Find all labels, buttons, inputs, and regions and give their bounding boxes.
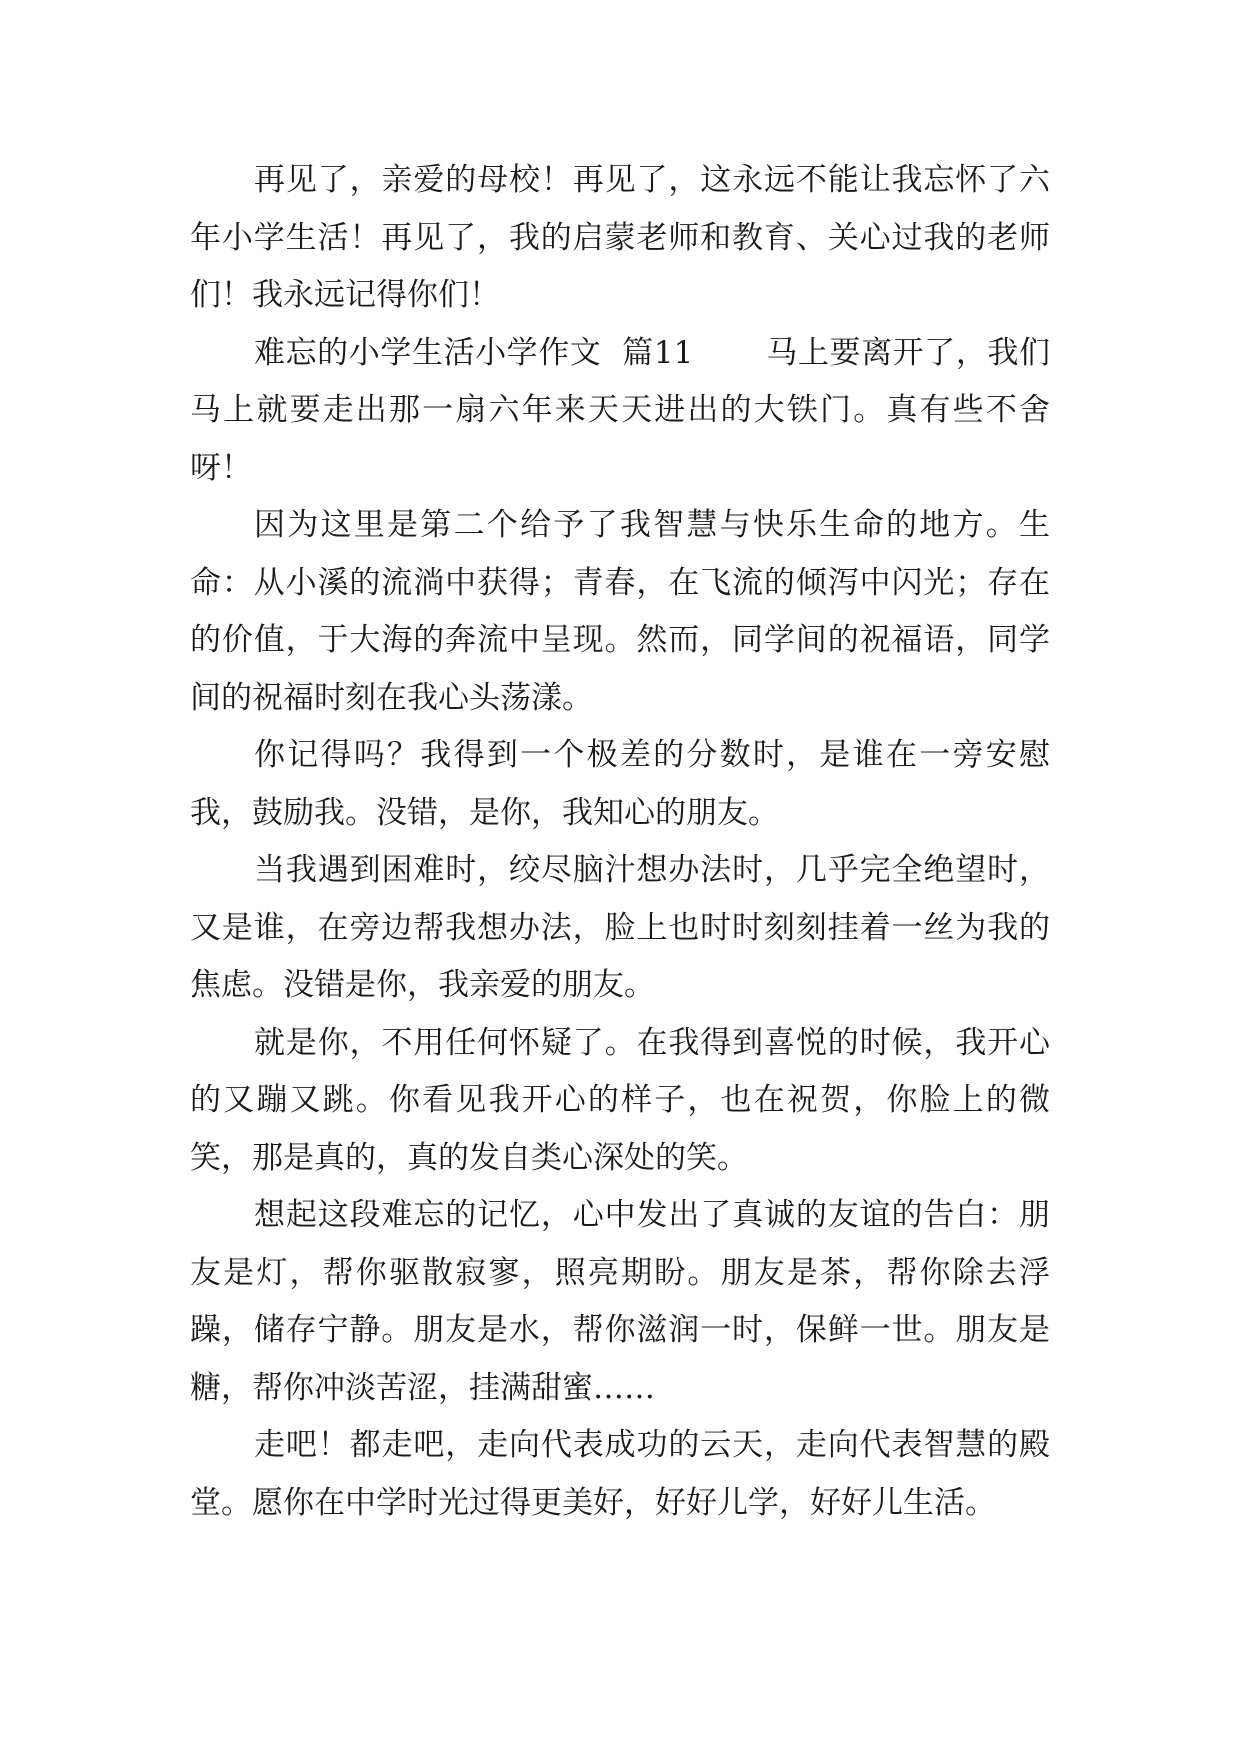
heading-spacer — [693, 335, 766, 371]
paragraph-text: 再见了，亲爱的母校！再见了，这永远不能让我忘怀了六年小学生活！再见了，我的启蒙老师和教育、关心过我的老师们！我永远记得你们！ — [190, 162, 1050, 313]
paragraph-essay-11-intro — [190, 325, 1050, 498]
paragraph-remember — [190, 727, 1050, 842]
paragraph-joy — [190, 1015, 1050, 1188]
paragraph-text: 马上要离开了，我们马上就要走出那一扇六年来天天进出的大铁门。真有些不舍呀！ — [190, 334, 1051, 486]
paragraph-text: 当我遇到困难时，绞尽脑汁想办法时，几乎完全绝望时，又是谁，在旁边帮我想办法，脸上也时时刻刻挂着一丝为我的焦虑。没错是你，我亲爱的朋友。 — [190, 852, 1050, 1003]
paragraph-difficulty — [190, 842, 1050, 1015]
essay-heading: 难忘的小学生活小学作文 篇11 — [254, 334, 694, 371]
paragraph-text: 你记得吗？我得到一个极差的分数时，是谁在一旁安慰我，鼓励我。没错，是你，我知心的朋友。 — [190, 737, 1050, 831]
paragraph-text: 想起这段难忘的记忆，心中发出了真诚的友谊的告白：朋友是灯，帮你驱散寂寥，照亮期盼。朋友是茶，帮你除去浮躁，储存宁静。朋友是水，帮你滋润一时，保鲜一世。朋友是糖，帮你冲淡苦涩，挂满甜蜜…… — [190, 1197, 1050, 1406]
paragraph-text: 因为这里是第二个给予了我智慧与快乐生命的地方。生命：从小溪的流淌中获得；青春，在飞流的倾泻中闪光；存在的价值，于大海的奔流中呈现。然而，同学间的祝福语，同学间的祝福时刻在我心头荡漾。 — [190, 507, 1050, 716]
paragraph-wisdom — [190, 497, 1050, 727]
paragraph-friendship — [190, 1187, 1050, 1417]
paragraph-text: 就是你，不用任何怀疑了。在我得到喜悦的时候，我开心的又蹦又跳。你看见我开心的样子，也在祝贺，你脸上的微笑，那是真的，真的发自类心深处的笑。 — [190, 1024, 1050, 1176]
paragraph-text: 走吧！都走吧，走向代表成功的云天，走向代表智慧的殿堂。愿你在中学时光过得更美好，好好儿学，好好儿生活。 — [190, 1427, 1050, 1521]
document-body — [190, 152, 1050, 1532]
paragraph-farewell — [190, 152, 1050, 325]
paragraph-go — [190, 1417, 1050, 1532]
